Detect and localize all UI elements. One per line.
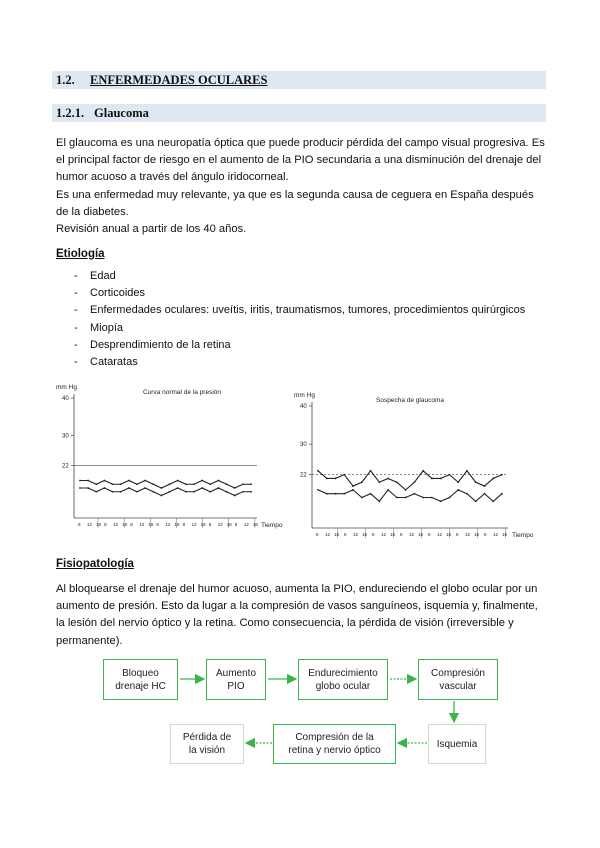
- intro-paragraph: Revisión anual a partir de los 40 años.: [56, 223, 247, 236]
- chart-title: Sospecha de glaucoma: [376, 397, 444, 404]
- x-tick-label: 16: [334, 532, 340, 537]
- fisiopatologia-heading: Fisiopatología: [56, 558, 134, 570]
- x-axis-label: Tiempo: [261, 522, 283, 529]
- x-tick-label: 16: [226, 522, 232, 527]
- flow-box-label: Aumento: [215, 667, 257, 679]
- x-tick-label: 8: [156, 522, 159, 527]
- x-tick-label: 12: [243, 522, 249, 527]
- y-tick-label: 40: [300, 404, 307, 410]
- flow-box-label: Compresión de la: [295, 732, 374, 743]
- flow-box-label: retina y nervio óptico: [288, 745, 381, 756]
- x-tick-label: 16: [390, 532, 396, 537]
- flow-box-label: globo ocular: [315, 680, 371, 692]
- intro-paragraph: El glaucoma es una neuropatía óptica que puede producir pérdida del campo visual progresiva. Es el principal factor de riesgo en el aumento de la PIO secundaria a una disminución del drenaje del humor acuoso a través del ángulo iridocorneal.: [56, 137, 545, 184]
- x-tick-label: 12: [139, 522, 145, 527]
- x-axis-label: Tiempo: [512, 532, 534, 539]
- list-item: - Cataratas: [56, 354, 525, 371]
- x-tick-label: 16: [474, 532, 480, 537]
- flow-box-endurecimiento: [298, 659, 388, 700]
- flow-box-label: vascular: [439, 680, 477, 692]
- y-tick-label: 40: [62, 396, 69, 402]
- x-tick-label: 12: [165, 522, 171, 527]
- section-title: ENFERMEDADES OCULARES: [90, 73, 268, 87]
- flow-box-label: Endurecimiento: [308, 667, 378, 679]
- flow-box-perdida-vision: [170, 724, 244, 764]
- flow-box-compresion-retina: [273, 724, 396, 764]
- list-item: - Enfermedades oculares: uveítis, iritis, traumatismos, tumores, procedimientos quirúrgicos: [56, 302, 525, 319]
- x-tick-label: 16: [446, 532, 452, 537]
- fisiopatologia-text: Al bloquearse el drenaje del humor acuoso, aumenta la PIO, endureciendo el globo ocular por un aumento de presión. Esto da lugar a la compresión de vasos sanguíneos, isquemia y, finalmente, la lesión del nervio óptico y la retina. Como consecuencia, la pérdida de visión (irreversible y permanente).: [56, 583, 538, 647]
- x-tick-label: 16: [122, 522, 128, 527]
- flow-box-aumento-pio: [206, 659, 266, 700]
- subsection-title: Glaucoma: [94, 106, 149, 120]
- x-tick-label: 16: [148, 522, 154, 527]
- x-tick-label: 8: [484, 532, 487, 537]
- chart-title: Curva normal de la presión: [142, 389, 222, 396]
- x-tick-label: 16: [362, 532, 368, 537]
- flow-box-label: la visión: [188, 745, 226, 756]
- list-item: - Edad: [56, 268, 525, 285]
- flow-box-label: Isquemia: [436, 738, 478, 750]
- flow-box-label: Compresión: [431, 667, 485, 679]
- x-tick-label: 12: [493, 532, 499, 537]
- flow-box-label: Bloqueo: [122, 667, 159, 679]
- x-tick-label: 12: [353, 532, 359, 537]
- x-tick-label: 12: [437, 532, 443, 537]
- x-tick-label: 12: [191, 522, 197, 527]
- x-tick-label: 16: [418, 532, 424, 537]
- flow-box-label: drenaje HC: [115, 680, 166, 692]
- y-axis-label: mm Hg: [56, 384, 77, 391]
- flow-box-label: PIO: [227, 680, 245, 692]
- x-tick-label: 8: [104, 522, 107, 527]
- x-tick-label: 8: [78, 522, 81, 527]
- list-item: - Desprendimiento de la retina: [56, 337, 525, 354]
- x-tick-label: 8: [456, 532, 459, 537]
- x-tick-label: 8: [130, 522, 133, 527]
- x-tick-label: 8: [400, 532, 403, 537]
- intro-paragraph: Es una enfermedad muy relevante, ya que es la segunda causa de ceguera en España después de la diabetes.: [56, 188, 534, 218]
- x-tick-label: 12: [113, 522, 119, 527]
- x-tick-label: 12: [217, 522, 223, 527]
- x-tick-label: 12: [465, 532, 471, 537]
- x-tick-label: 16: [96, 522, 102, 527]
- x-tick-label: 12: [409, 532, 415, 537]
- x-tick-label: 16: [502, 532, 508, 537]
- flow-box-label: Pérdida de: [182, 732, 232, 743]
- x-tick-label: 12: [325, 532, 331, 537]
- y-axis-label: mm Hg: [294, 392, 315, 399]
- x-tick-label: 8: [208, 522, 212, 527]
- x-tick-label: 12: [381, 532, 387, 537]
- x-tick-label: 8: [372, 532, 375, 537]
- x-tick-label: 8: [316, 532, 319, 537]
- y-tick-label: 30: [62, 433, 69, 440]
- y-tick-label: 22: [62, 463, 69, 470]
- y-tick-label: 22: [300, 472, 307, 479]
- x-tick-label: 16: [174, 522, 180, 527]
- list-item: - Corticoides: [56, 285, 525, 302]
- x-tick-label: 8: [234, 522, 238, 527]
- section-number: 1.2.: [56, 73, 75, 87]
- etiologia-heading: Etiología: [56, 248, 105, 260]
- flow-box-bloqueo: [103, 659, 178, 700]
- list-item: - Miopía: [56, 320, 525, 337]
- x-tick-label: 12: [87, 522, 93, 527]
- flow-box-compresion-vascular: [418, 659, 498, 700]
- flow-box-isquemia: [428, 724, 486, 764]
- x-tick-label: 8: [428, 532, 431, 537]
- x-tick-label: 16: [200, 522, 206, 527]
- subsection-number: 1.2.1.: [56, 106, 85, 120]
- y-tick-label: 30: [300, 442, 307, 449]
- x-tick-label: 8: [344, 532, 347, 537]
- x-tick-label: 16: [252, 522, 258, 527]
- x-tick-label: 8: [182, 522, 186, 527]
